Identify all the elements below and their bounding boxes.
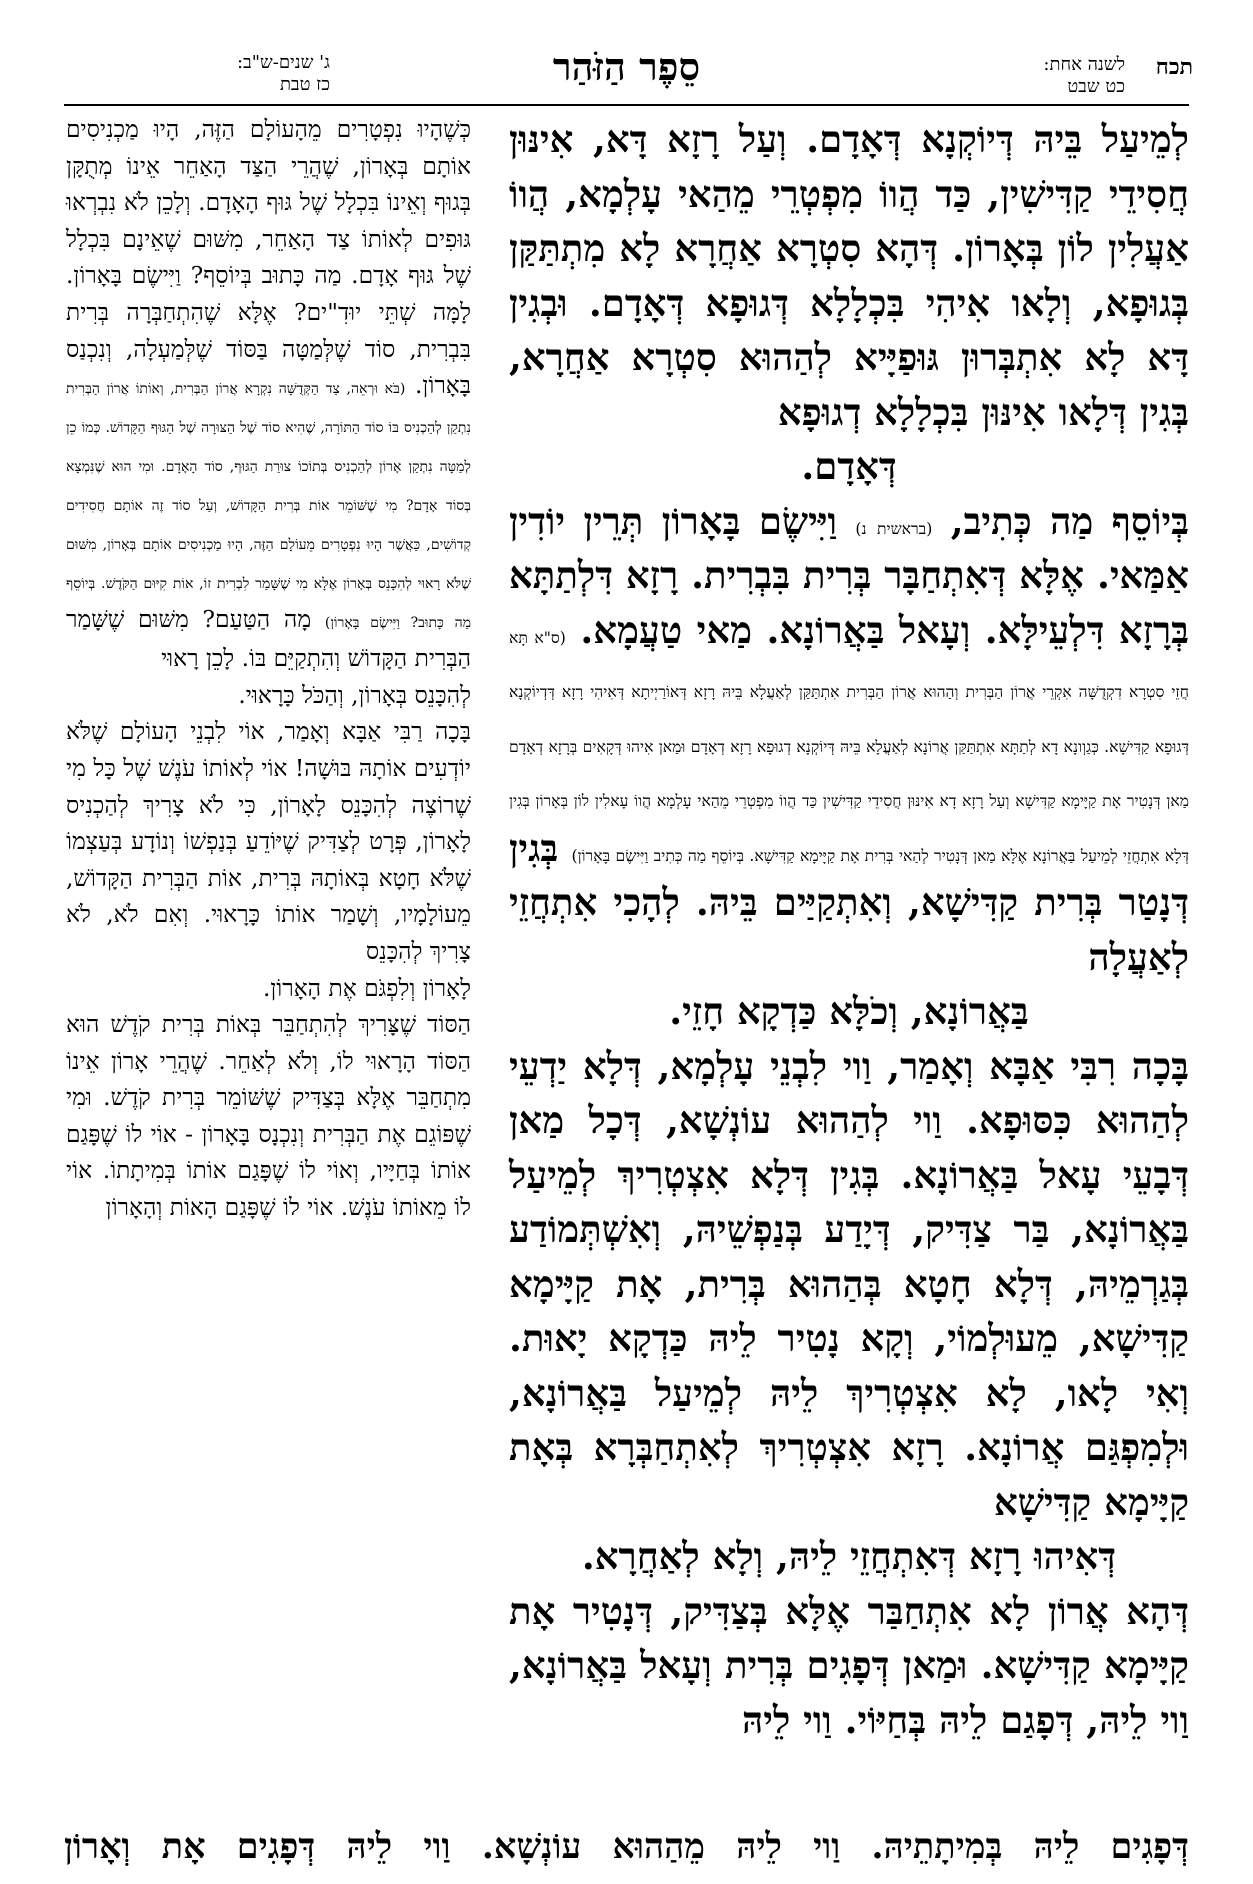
- header-left: [70, 52, 330, 110]
- full-width-bottom-line: דְּפָגִים לֵיהּ בְּמִיתָתֵיהּ. וַוי לֵיהּ מֵהַהוּא עוֹנְשָׁא. וַוי לֵיהּ דְּפָגִים אָת וְאָרוֹן: [64, 1826, 1189, 1867]
- schedule-label: לשנה אחת:: [1043, 54, 1125, 75]
- aramaic-text-column: [509, 112, 1189, 1747]
- hebrew-translation-column: [66, 112, 471, 1227]
- side-paragraph-3: הַסּוֹד שֶׁצָּרִיךְ לְהִתְחַבֵּר בְּאוֹת בְּרִית קֹדֶשׁ הוּא הַסּוֹד הָרָאוּי לוֹ, וְלֹא לְאַחֵר. שֶׁהֲרֵי אָרוֹן אֵינוֹ מִתְחַבֵּר אֶלָּא בְּצַדִּיק שֶׁשּׁוֹמֵר בְּרִית קֹדֶשׁ. וּמִי שֶׁפּוֹגֵם אֶת הַבְּרִית וְנִכְנָס בָּאָרוֹן - אוֹי לוֹ שֶׁפָּגַם אוֹתוֹ בְּחַיָּיו, וְאוֹי לוֹ שֶׁפָּגַם אוֹתוֹ בְּמִיתָתוֹ. אוֹי לוֹ מֵאוֹתוֹ עֹנֶשׁ. אוֹי לוֹ שֶׁפָּגַם הָאוֹת וְהָאָרוֹן: [66, 1011, 471, 1222]
- alternate-version-note: (ס"א תָּא חֲזֵי סִטְרָא דִקְדֻשָּׁה אִקְרֵי אֲרוֹן הַבְּרִית וְהַהוּא אֲרוֹן הַבְּרִית אִתְתַּקַּן לְאַעֲלָא בֵּיהּ רָזָא דְּאוֹרַיְיתָא דְּאִיהִי רָזָא דְּדְיוֹקְנָא דְּגוּפָא קַדִּישָׁא. כְּגַוְונָא דָא לְתַתָּא אִתְתַּקַּן אֲרוֹנָא לְאַעֲלָא בֵּיהּ דְּיוֹקְנָא דְגוּפָא רָזָא דְאָדָם וּמַאן אִיהוּ דְּקָאִים בְּרָזָא דְאָדָם מַאן דְּנָטִיר אָת קַיָּימָא קַדִּישָׁא וְעַל רָזָא דָא אִינּוּן חֲסִידֵי קַדִּישִׁין כַּד הֲווֹ מִפְטְרֵי מֵהַאי עָלְמָא הֲווֹ עָאלִין לוֹן בְּאָרוֹן בְּגִין דְּלָא אִתְחֲזֵי לְמֵיעַל בַּאֲרוֹנָא אֶלָּא מַאן דְּנָטִיר לְהַאי בְּרִית אָת קַיָּימָא קַדִּישָׁא. בְּיוֹסֵף מַה כְּתִיב וַיִּישֶׂם בָּאָרוֹן): [509, 628, 1189, 865]
- main-paragraph-3: בָּכָה רִבִּי אַבָּא וְאָמַר, וַוי לִבְנֵי עָלְמָא, דְּלָא יַדְעֵי לְהַהוּא כִּסּוּפָא. וַוי לְהַהוּא עוֹנְשָׁא, דְּכָל מַאן דְּבָעֵי עָאל בַּאֲרוֹנָא. בְּגִין דְּלָא אִצְטְרִיךְ לְמֵיעַל בַּאֲרוֹנָא, בַּר צַדִּיק, דְּיָדַע בְּנַפְשֵׁיהּ, וְאִשְׁתְּמוֹדַע בְּגַרְמֵיהּ, דְּלָא חָטָא בְּהַהוּא בְּרִית, אָת קַיָּימָא קַדִּישָׁא, מֵעוּלְמוֹי, וְקָא נָטִיר לֵיהּ כַּדְקָא יָאוּת. וְאִי לָאו, לָא אִצְטְרִיךְ לֵיהּ לְמֵיעַל בַּאֲרוֹנָא, וּלְמִפְגַּם אֲרוֹנָא. רָזָא אִצְטְרִיךְ לְאִתְחַבְּרָא בְּאָת קַיָּימָא קַדִּישָׁא: [509, 1043, 1189, 1524]
- schedule-date: כט שבט: [1067, 76, 1125, 97]
- verse-citation: (בראשית נ): [855, 519, 933, 538]
- reading-schedule-three-year: [70, 52, 330, 96]
- side-paragraph-1: כְּשֶׁהָיוּ נִפְטָרִים מֵהָעוֹלָם הַזֶּה, הָיוּ מַכְנִיסִים אוֹתָם בְּאָרוֹן, שֶׁהֲרֵי הַצַּד הָאַחֵר אֵינוֹ מְתֻקָּן בְּגוּף וְאֵינוֹ בִּכְלָל שֶׁל גּוּף הָאָדָם. וְלָכֵן לֹא נִבְרְאוּ גּוּפִים לְאוֹתוֹ צַד הָאַחֵר, מִשּׁוּם שֶׁאֵינָם בִּכְלָל שֶׁל גּוּף אָדָם. מַה כָּתוּב בְּיוֹסֵף? וַיִּישֶׂם בָּאָרוֹן. לָמָּה שְׁתֵּי יוּדִ"ים? אֶלָּא שֶׁהִתְחַבְּרָה בְּרִית בִּבְרִית, סוֹד שֶׁלְּמַטָּה בַּסּוֹד שֶׁלְּמַעְלָה, וְנִכְנַס בָּאָרוֹן. (בֹּא וּרְאֵה, צַד הַקְּדֻשָּׁה נִקְרָא אֲרוֹן הַבְּרִית, וְאוֹתוֹ אֲרוֹן הַבְּרִית נִתְקַן לְהַכְנִיס בּוֹ סוֹד הַתּוֹרָה, שֶׁהִיא סוֹד שֶׁל הַצּוּרָה שֶׁל הַגּוּף הַקָּדוֹשׁ. כְּמוֹ כֵן לְמַטָּה נִתְקַן אָרוֹן לְהַכְנִיס בְּתוֹכוֹ צוּרַת הַגּוּף, סוֹד הָאָדָם. וּמִי הוּא שֶׁנִּמְצָא בְּסוֹד אָדָם? מִי שֶׁשּׁוֹמֵר אוֹת בְּרִית הַקָּדוֹשׁ, וְעַל סוֹד זֶה אוֹתָם חֲסִידִים קְדוֹשִׁים, כַּאֲשֶׁר הָיוּ נִפְטָרִים מֵעוֹלָם הַזֶּה, הָיוּ מַכְנִיסִים אוֹתָם בְּאָרוֹן, מִשּׁוּם שֶׁלֹּא רָאוּי לְהִכָּנֵס בְּאָרוֹן אֶלָּא מִי שֶׁשָּׁמַר לִבְרִית זוֹ, אוֹת קִיּוּם הַקֹּדֶשׁ. בְּיוֹסֵף מַה כָּתוּב? וַיִּישֶׂם בָּאָרוֹן) מָה הַטַּעַם? מִשּׁוּם שֶׁשָּׁמַר הַבְּרִית הַקָּדוֹשׁ וְהִתְקַיֵּם בּוֹ. לָכֵן רָאוּי: [66, 116, 471, 673]
- side-paragraph-1-end: לְהִכָּנֵס בְּאָרוֹן, וְהַכֹּל כָּרָאוּי.: [238, 681, 471, 709]
- schedule-date: כז טבת: [279, 74, 330, 95]
- main-paragraph-1-end: דְּאָדָם.: [801, 444, 897, 488]
- side-paragraph-2-end: לָאָרוֹן וְלִפְגֹּם אֶת הָאָרוֹן.: [262, 974, 471, 1002]
- page-number: תכח: [1155, 54, 1193, 80]
- main-paragraph-3-end: דְּאִיהוּ רָזָא דְּאִתְחֲזֵי לֵיהּ, וְלָא לְאַחֲרָא.: [581, 1534, 1117, 1578]
- main-paragraph-2-end: בַּאֲרוֹנָא, וְכֹלָּא כַּדְקָא חָזֵי.: [669, 989, 1029, 1033]
- side-paragraph-2: בָּכָה רַבִּי אַבָּא וְאָמַר, אוֹי לִבְנֵי הָעוֹלָם שֶׁלֹּא יוֹדְעִים אוֹתָהּ בּוּשָׁה! אוֹי לְאוֹתוֹ עֹנֶשׁ שֶׁל כָּל מִי שֶׁרוֹצֶה לְהִכָּנֵס לָאָרוֹן, כִּי לֹא צָרִיךְ לְהַכְנִיס לָאָרוֹן, פְּרָט לְצַדִּיק שֶׁיּוֹדֵעַ בְּנַפְשׁוֹ וְנוֹדָע בְּעַצְמוֹ שֶׁלֹּא חָטָא בְּאוֹתָהּ בְּרִית, אוֹת הַבְּרִית הַקָּדוֹשׁ, מֵעוֹלָמָיו, וְשָׁמַר אוֹתוֹ כָּרָאוּי. וְאִם לֹא, לֹא צָרִיךְ לְהִכָּנֵס: [66, 718, 471, 965]
- book-title: סֵפֶר הַזֹּהַר: [552, 44, 701, 89]
- schedule-label: ג' שנים-ש"ב:: [236, 52, 330, 73]
- main-paragraph-4: דְּהָא אֲרוֹן לָא אִתְחַבַּר אֶלָּא בְּצַדִּיק, דְּנָטִיר אָת קַיָּימָא קַדִּישָׁא. וּמַאן דְּפָגִים בְּרִית וְעָאל בַּאֲרוֹנָא, וַוי לֵיהּ, דְּפָגַם לֵיהּ בְּחַיּוֹי. וַוי לֵיהּ: [509, 1588, 1189, 1742]
- main-paragraph-2: בְּיוֹסֵף מַה כְּתִיב, (בראשית נ) וַיִּישֶׂם בָּאָרוֹן תְּרֵין יוֹדִין אַמַּאי. אֶלָּא דְּאִתְחַבָּר בְּרִית בִּבְרִית. רָזָא דִּלְתַתָּא בְּרָזָא דִּלְעֵילָּא. וְעָאל בַּאֲרוֹנָא. מַאי טַעֲמָא. (ס"א תָּא חֲזֵי סִטְרָא דִקְדֻשָּׁה אִקְרֵי אֲרוֹן הַבְּרִית וְהַהוּא אֲרוֹן הַבְּרִית אִתְתַּקַּן לְאַעֲלָא בֵּיהּ רָזָא דְּאוֹרַיְיתָא דְּאִיהִי רָזָא דְּדְיוֹקְנָא דְּגוּפָא קַדִּישָׁא. כְּגַוְונָא דָא לְתַתָּא אִתְתַּקַּן אֲרוֹנָא לְאַעֲלָא בֵּיהּ דְּיוֹקְנָא דְגוּפָא רָזָא דְאָדָם וּמַאן אִיהוּ דְּקָאִים בְּרָזָא דְאָדָם מַאן דְּנָטִיר אָת קַיָּימָא קַדִּישָׁא וְעַל רָזָא דָא אִינּוּן חֲסִידֵי קַדִּישִׁין כַּד הֲווֹ מִפְטְרֵי מֵהַאי עָלְמָא הֲווֹ עָאלִין לוֹן בְּאָרוֹן בְּגִין דְּלָא אִתְחֲזֵי לְמֵיעַל בַּאֲרוֹנָא אֶלָּא מַאן דְּנָטִיר לְהַאי בְּרִית אָת קַיָּימָא קַדִּישָׁא. בְּיוֹסֵף מַה כְּתִיב וַיִּישֶׂם בָּאָרוֹן) בְּגִין דְּנָטַר בְּרִית קַדִּישָׁא, וְאִתְקַיַּים בֵּיהּ. לְהָכִי אִתְחֲזֵי לְאַעֲלָה: [509, 498, 1189, 979]
- header-rule: [64, 104, 1189, 106]
- main-paragraph-1: לְמֵיעַל בֵּיהּ דְּיוֹקְנָא דְּאָדָם. וְעַל רָזָא דָּא, אִינּוּן חֲסִידֵי קַדִּישִׁין, כַּד הֲווֹ מִפְטְרֵי מֵהַאי עָלְמָא, הֲווֹ אַעֲלִין לוֹן בְּאָרוֹן. דְּהָא סִטְרָא אַחֲרָא לָא מִתְתַּקַּן בְּגוּפָא, וְלָאו אִיהִי בִּכְלָלָא דְּגוּפָא דְּאָדָם. וּבְגִין דָּא לָא אִתְבְּרוּן גּוּפַיָּיא לְהַהוּא סִטְרָא אַחֲרָא, בְּגִין דְּלָאו אִינּוּן בִּכְלָלָא דְגוּפָא: [509, 117, 1189, 434]
- side-alternate-note: (בֹּא וּרְאֵה, צַד הַקְּדֻשָּׁה נִקְרָא אֲרוֹן הַבְּרִית, וְאוֹתוֹ אֲרוֹן הַבְּרִית נִתְקַן לְהַכְנִיס בּוֹ סוֹד הַתּוֹרָה, שֶׁהִיא סוֹד שֶׁל הַצּוּרָה שֶׁל הַגּוּף הַקָּדוֹשׁ. כְּמוֹ כֵן לְמַטָּה נִתְקַן אָרוֹן לְהַכְנִיס בְּתוֹכוֹ צוּרַת הַגּוּף, סוֹד הָאָדָם. וּמִי הוּא שֶׁנִּמְצָא בְּסוֹד אָדָם? מִי שֶׁשּׁוֹמֵר אוֹת בְּרִית הַקָּדוֹשׁ, וְעַל סוֹד זֶה אוֹתָם חֲסִידִים קְדוֹשִׁים, כַּאֲשֶׁר הָיוּ נִפְטָרִים מֵעוֹלָם הַזֶּה, הָיוּ מַכְנִיסִים אוֹתָם בְּאָרוֹן, מִשּׁוּם שֶׁלֹּא רָאוּי לְהִכָּנֵס בְּאָרוֹן אֶלָּא מִי שֶׁשָּׁמַר לִבְרִית זוֹ, אוֹת קִיּוּם הַקֹּדֶשׁ. בְּיוֹסֵף מַה כָּתוּב? וַיִּישֶׂם בָּאָרוֹן): [66, 381, 471, 632]
